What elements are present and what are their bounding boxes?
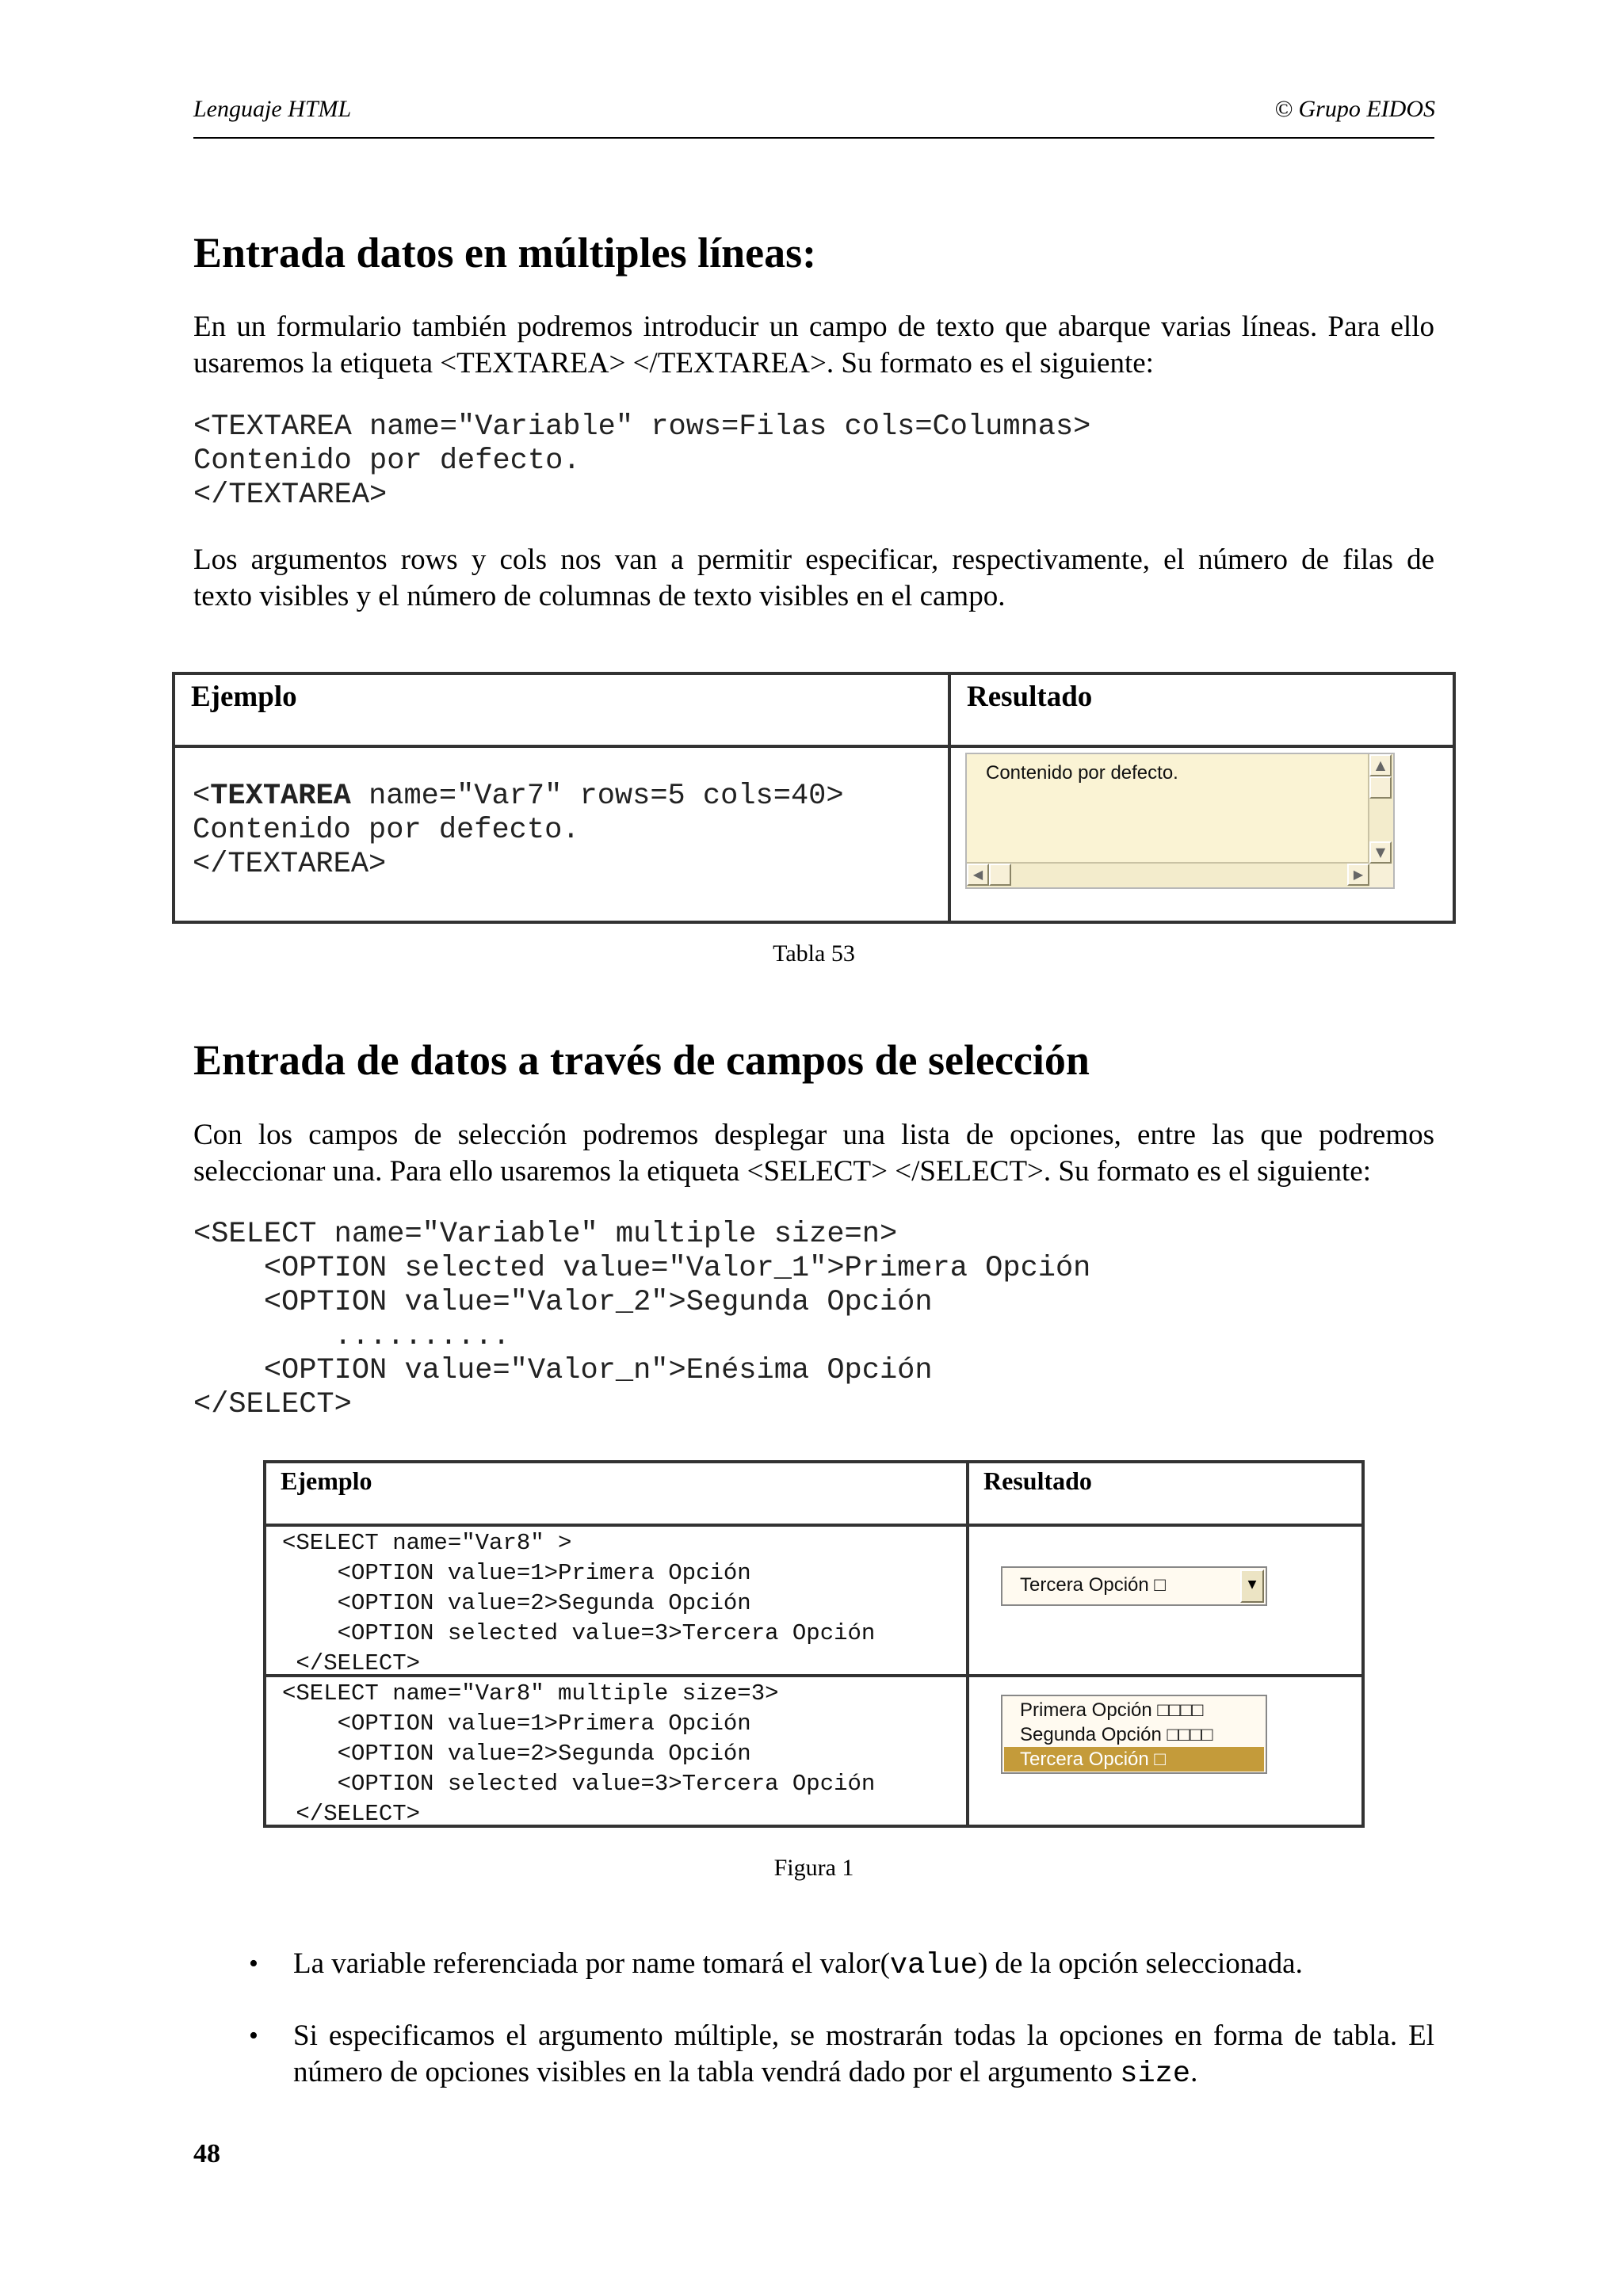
- textarea-content: Contenido por defecto.: [986, 762, 1178, 784]
- paragraph-line: En un formulario también podremos introducir un campo de texto que abarque varias líneas. Para ello: [193, 311, 1434, 343]
- bullet-icon: •: [249, 1949, 258, 1978]
- select-example-figure: [263, 1460, 1365, 1828]
- header-divider: [193, 137, 1434, 139]
- select-syntax-code: <SELECT name="Variable" multiple size=n> <OPTION selected value="Valor_1">Primera Opción <OPTION value="Valor_2">Segunda Opción .......... <OPTION value="Valor_n">Enésima Opción </SELECT>: [193, 1218, 1091, 1421]
- table-header-cell: [968, 1462, 1363, 1525]
- listbox-option[interactable]: Primera Opción □□□□: [1020, 1699, 1204, 1721]
- bullet-item-multiple: [293, 2018, 1434, 2092]
- bullet-text: número de opciones visibles en la tabla vendrá dado por el argumento: [293, 2056, 1121, 2088]
- bullet-text: ) de la opción seleccionada.: [977, 1947, 1303, 1980]
- chevron-down-icon[interactable]: ▼: [1240, 1569, 1264, 1603]
- paragraph-line: Con los campos de selección podremos desplegar una lista de opciones, entre las que podremos: [193, 1119, 1434, 1151]
- table-header-cell: [174, 673, 949, 746]
- scroll-left-arrow-icon[interactable]: ◀: [967, 864, 989, 886]
- textarea-widget[interactable]: [965, 753, 1395, 889]
- scroll-up-arrow-icon[interactable]: ▲: [1369, 754, 1392, 776]
- code-line: </TEXTAREA>: [193, 848, 387, 881]
- table-result-cell: [968, 1525, 1363, 1676]
- paragraph-line: texto visibles y el número de columnas de texto visibles en el campo.: [193, 580, 1006, 612]
- listbox-example-code: <SELECT name="Var8" multiple size=3> <OPTION value=1>Primera Opción <OPTION value=2>Segunda Opción <OPTION selected value=3>Tercera Opción </SELECT>: [282, 1680, 876, 1827]
- textarea-intro-paragraph: [193, 309, 1434, 382]
- dropdown-select[interactable]: [1001, 1566, 1267, 1606]
- table-result-cell: [949, 746, 1454, 922]
- page-number: 48: [193, 2139, 220, 2168]
- textarea-syntax-code: <TEXTAREA name="Variable" rows=Filas cols=Columnas> Contenido por defecto. </TEXTAREA>: [193, 410, 1091, 512]
- running-header-publisher: © Grupo EIDOS: [1274, 96, 1435, 122]
- paragraph-line: Los argumentos rows y cols nos van a permitir especificar, respectivamente, el número de filas de: [193, 543, 1434, 576]
- section-heading-select: Entrada de datos a través de campos de selección: [193, 1036, 1090, 1084]
- column-header-ejemplo: Ejemplo: [191, 681, 297, 713]
- table-caption: Tabla 53: [773, 940, 855, 967]
- column-header-ejemplo: Ejemplo: [281, 1466, 372, 1495]
- figure-caption: Figura 1: [773, 1855, 854, 1881]
- column-header-resultado: Resultado: [967, 681, 1093, 713]
- bullet-text: .: [1190, 2056, 1198, 2088]
- select-intro-paragraph: [193, 1117, 1434, 1190]
- dropdown-example-code: <SELECT name="Var8" > <OPTION value=1>Primera Opción <OPTION value=2>Segunda Opción <OPTION selected value=3>Tercera Opción </SELECT>: [282, 1530, 876, 1676]
- running-header-title: Lenguaje HTML: [193, 96, 352, 122]
- table-header-cell: [265, 1462, 968, 1525]
- vertical-scrollbar[interactable]: [1368, 754, 1393, 864]
- listbox-option-selected[interactable]: Tercera Opción □: [1004, 1747, 1264, 1772]
- scroll-thumb[interactable]: [1369, 776, 1392, 799]
- listbox-option[interactable]: Segunda Opción □□□□: [1020, 1724, 1213, 1745]
- bullet-item-value: [293, 1946, 1434, 1984]
- scroll-thumb[interactable]: [989, 864, 1011, 886]
- paragraph-line: usaremos la etiqueta <TEXTAREA> </TEXTAREA>. Su formato es el siguiente:: [193, 347, 1154, 379]
- scroll-down-arrow-icon[interactable]: ▼: [1369, 841, 1392, 864]
- bullet-text: Si especificamos el argumento múltiple, se mostrarán todas la opciones en forma de tabla. El: [293, 2019, 1434, 2052]
- paragraph-line: seleccionar una. Para ello usaremos la etiqueta <SELECT> </SELECT>. Su formato es el siguiente:: [193, 1155, 1371, 1188]
- multiple-select-listbox[interactable]: [1001, 1695, 1267, 1774]
- table-code-cell: [265, 1676, 968, 1826]
- bullet-icon: •: [249, 2021, 258, 2050]
- table-code-cell: [265, 1525, 968, 1676]
- horizontal-scrollbar[interactable]: [967, 862, 1369, 887]
- table-code-cell: [174, 746, 949, 922]
- scroll-right-arrow-icon[interactable]: ▶: [1347, 864, 1369, 886]
- textarea-args-paragraph: [193, 542, 1434, 615]
- table-result-cell: [968, 1676, 1363, 1826]
- code-line: Contenido por defecto.: [193, 814, 580, 847]
- textarea-example-code: <TEXTAREA name="Var7" rows=5 cols=40> Contenido por defecto. </TEXTAREA>: [193, 780, 844, 881]
- table-header-cell: [949, 673, 1454, 746]
- textarea-example-table: [172, 672, 1456, 924]
- code-attributes: name="Var7" rows=5 cols=40>: [350, 780, 844, 813]
- section-heading-textarea: Entrada datos en múltiples líneas:: [193, 229, 817, 277]
- column-header-resultado: Resultado: [983, 1466, 1092, 1495]
- code-tag-name: TEXTAREA: [210, 780, 351, 813]
- inline-code-size: size: [1120, 2058, 1191, 2091]
- dropdown-selected-value: Tercera Opción □: [1020, 1574, 1166, 1596]
- inline-code-value: value: [889, 1949, 978, 1982]
- bullet-text: La variable referenciada por name tomará el valor(: [293, 1947, 890, 1980]
- scrollbar-corner: [1369, 864, 1393, 887]
